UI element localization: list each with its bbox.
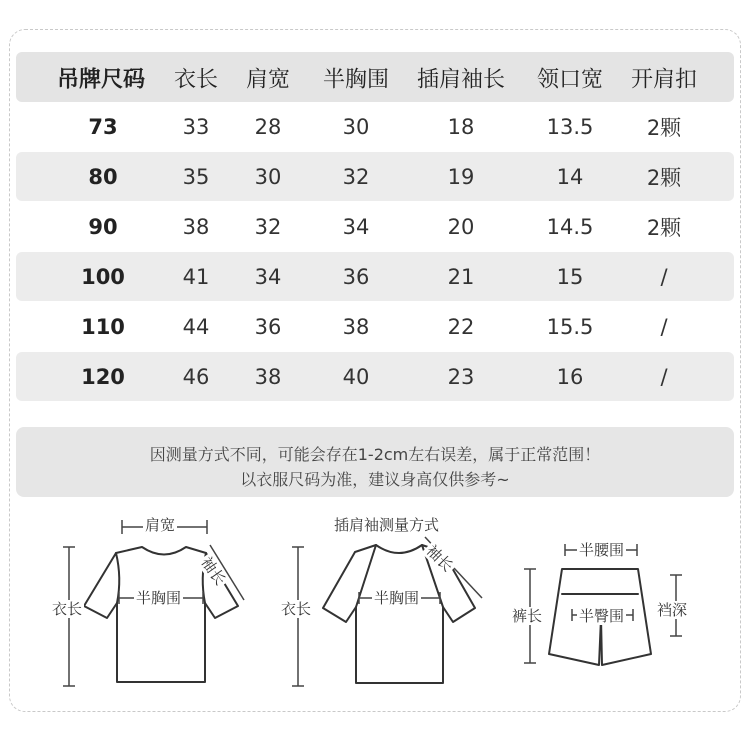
- table-cell: 38: [342, 315, 370, 339]
- table-cell: 32: [342, 165, 370, 189]
- table-cell: 30: [342, 115, 370, 139]
- table-cell: 22: [447, 315, 475, 339]
- table-cell: 23: [447, 365, 475, 389]
- raglan-length-label: 衣长: [281, 600, 312, 618]
- table-cell: 19: [447, 165, 475, 189]
- shorts-length-label: 裤长: [512, 607, 543, 625]
- table-cell-size: 120: [81, 365, 125, 389]
- header-neck-width: 领口宽: [536, 67, 604, 93]
- table-cell: 36: [342, 265, 370, 289]
- table-cell: 35: [182, 165, 210, 189]
- header-shoulder: 肩宽: [245, 67, 291, 93]
- shorts-rise-label: 裆深: [657, 601, 688, 619]
- table-cell: 34: [342, 215, 370, 239]
- table-cell-size: 110: [81, 315, 125, 339]
- table-cell: 2颗: [646, 216, 682, 240]
- table-cell: 14.5: [546, 215, 594, 239]
- table-cell: 18: [447, 115, 475, 139]
- table-cell-size: 100: [81, 265, 125, 289]
- header-tag-size: 吊牌尺码: [56, 67, 146, 93]
- header-shoulder-button: 开肩扣: [630, 67, 698, 93]
- table-cell: /: [660, 265, 668, 289]
- tshirt-length-label: 衣长: [52, 600, 83, 618]
- table-cell: /: [660, 365, 668, 389]
- table-cell: 38: [182, 215, 210, 239]
- table-cell: /: [660, 315, 668, 339]
- table-cell: 34: [254, 265, 282, 289]
- raglan-sleeve-label: 袖长: [422, 541, 457, 576]
- table-cell: 44: [182, 315, 210, 339]
- table-cell-size: 80: [88, 165, 118, 189]
- table-cell: 32: [254, 215, 282, 239]
- table-cell-size: 90: [88, 215, 118, 239]
- header-length: 衣长: [173, 67, 219, 93]
- table-cell: 21: [447, 265, 475, 289]
- table-cell: 16: [556, 365, 584, 389]
- header-raglan-sleeve: 插肩袖长: [416, 67, 506, 93]
- table-cell: 38: [254, 365, 282, 389]
- table-cell: 2颗: [646, 116, 682, 140]
- table-cell: 36: [254, 315, 282, 339]
- shorts-waist-label: 半腰围: [579, 541, 625, 559]
- table-cell: 13.5: [546, 115, 594, 139]
- note-line-2: 以衣服尺码为准，建议身高仅供参考~: [240, 470, 510, 489]
- tshirt-shoulder-label: 肩宽: [145, 516, 176, 534]
- table-cell: 28: [254, 115, 282, 139]
- table-cell: 20: [447, 215, 475, 239]
- table-cell: 46: [182, 365, 210, 389]
- table-cell: 15.5: [546, 315, 594, 339]
- table-cell: 15: [556, 265, 584, 289]
- shorts-thigh-label: 半臀围: [579, 607, 625, 625]
- table-cell-size: 73: [88, 115, 118, 139]
- table-cell: 2颗: [646, 166, 682, 190]
- raglan-chest-label: 半胸围: [374, 589, 420, 607]
- tshirt-sleeve-label: 袖长: [197, 553, 230, 589]
- tshirt-chest-label: 半胸围: [136, 589, 182, 607]
- table-cell: 40: [342, 365, 370, 389]
- table-cell: 14: [556, 165, 584, 189]
- table-cell: 33: [182, 115, 210, 139]
- table-cell: 30: [254, 165, 282, 189]
- header-half-chest: 半胸围: [322, 67, 390, 93]
- note-line-1: 因测量方式不同，可能会存在1-2cm左右误差，属于正常范围！: [149, 445, 601, 464]
- raglan-title: 插肩袖测量方式: [334, 516, 440, 534]
- table-cell: 41: [182, 265, 210, 289]
